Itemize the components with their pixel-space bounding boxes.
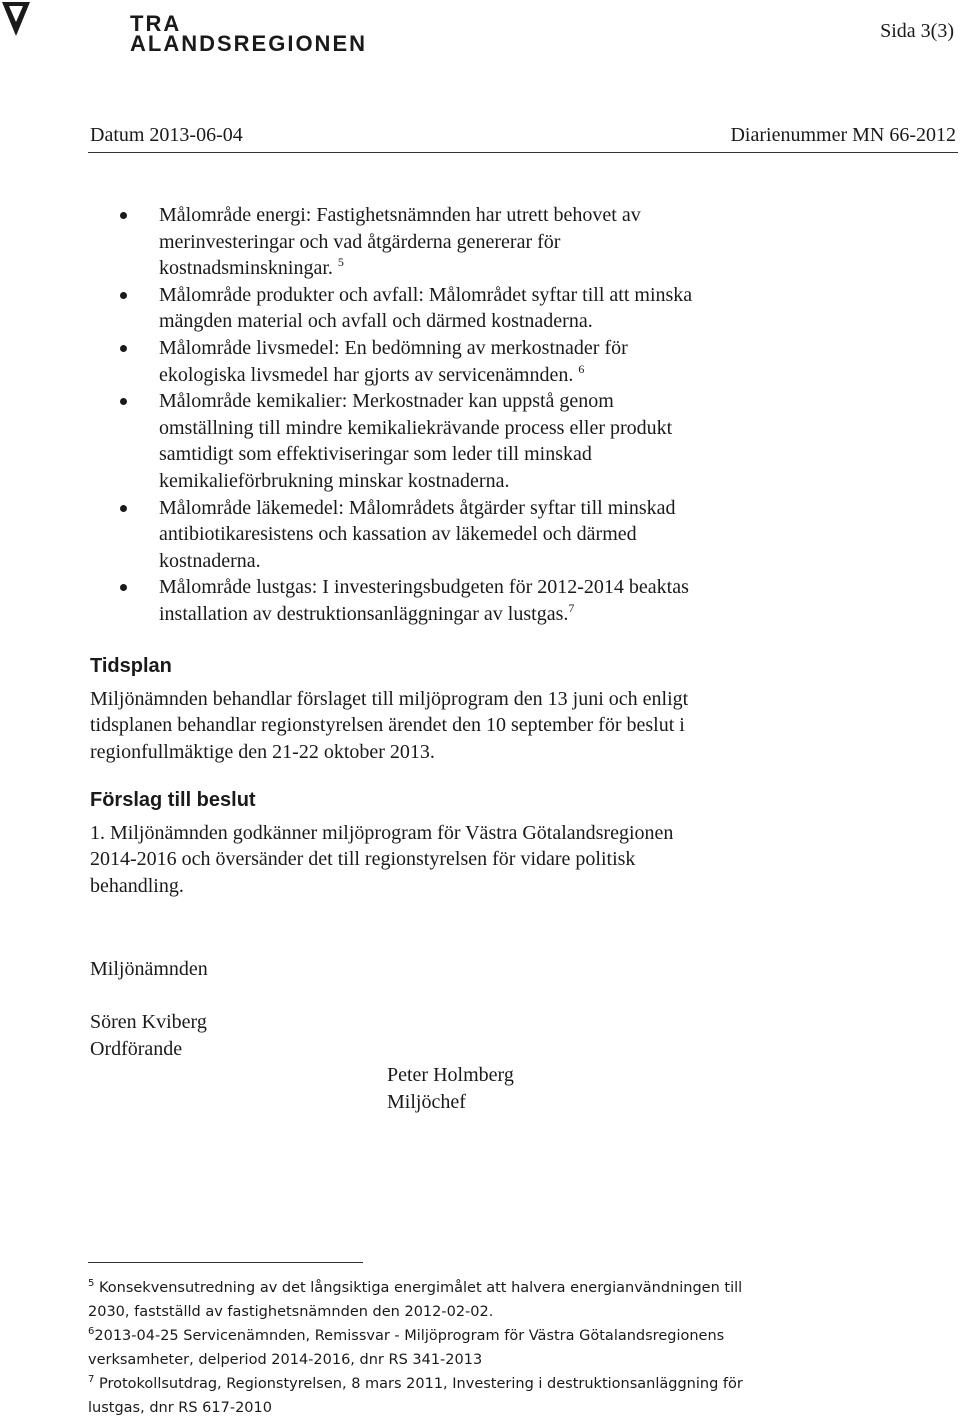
diarienummer: Diarienummer MN 66-2012: [730, 124, 956, 146]
tidsplan-text: Miljönämnden behandlar förslaget till miljöprogram den 13 juni och enligt tidsplanen behandlar regionstyrelsen ärendet den 10 september för beslut i regionfullmäktige den 21-22 oktober 2013.: [90, 688, 689, 763]
footnote-ref: 6: [578, 361, 585, 376]
logo-mark-icon: [0, 0, 40, 40]
list-item: Målområde energi: Fastighetsnämnden har utrett behovet av merinvesteringar och vad åtgärderna genererar för kostnadsminskningar. $^5$: [120, 202, 780, 282]
meta-row: [90, 124, 956, 147]
page-number: Sida 3(3): [880, 20, 954, 42]
footnote-divider: [88, 1262, 363, 1263]
signature-chair-title: Ordförande: [90, 1038, 183, 1060]
signature-body: Miljönämnden: [90, 958, 208, 980]
list-item: Målområde kemikalier: Merkostnader kan uppstå genom omställning till mindre kemikaliekrävande process eller produkt samtidigt som effektiviseringar som leder till minskad kemikalieförbrukning minskar kostnaderna.: [120, 388, 780, 494]
signature-chief-name: Peter Holmberg: [387, 1064, 514, 1086]
document-date: Datum 2013-06-04: [90, 124, 243, 146]
logo: [130, 11, 368, 56]
header-divider: [88, 152, 958, 153]
bullet-icon: [120, 212, 127, 219]
bullet-icon: [120, 292, 127, 299]
bullet-icon: [120, 345, 127, 352]
signature-chair-name: Sören Kviberg: [90, 1011, 207, 1033]
footnote: $^5$ Konsekvensutredning av det långsiktiga energimålet att halvera energianvändningen till 2030, fastställd av fastighetsnämnden den 2012-02-02.: [88, 1278, 743, 1320]
forslag-heading: Förslag till beslut: [90, 789, 256, 811]
footnote: $^6$2013-04-25 Servicenämnden, Remissvar - Miljöprogram för Västra Götalandsregionens verksamheter, delperiod 2014-2016, dnr RS 341-2013: [88, 1326, 725, 1368]
logo-line-2: ALANDSREGIONEN: [130, 31, 368, 56]
forslag-text: 1. Miljönämnden godkänner miljöprogram för Västra Götalandsregionen 2014-2016 och översänder det till regionstyrelsen för vidare politisk behandling.: [90, 822, 674, 897]
footnote: $^7$ Protokollsutdrag, Regionstyrelsen, 8 mars 2011, Investering i destruktionsanläggning för lustgas, dnr RS 617-2010: [88, 1374, 743, 1416]
list-item: Målområde lustgas: I investeringsbudgeten för 2012-2014 beaktas installation av destruktionsanläggningar av lustgas.$^7$: [120, 574, 780, 627]
list-item: Målområde produkter och avfall: Målområdet syftar till att minska mängden material och avfall och därmed kostnaderna.: [120, 282, 780, 335]
bullet-icon: [120, 584, 127, 591]
tidsplan-heading: Tidsplan: [90, 655, 172, 677]
footnotes: [88, 1276, 808, 1420]
footnote-ref: 7: [568, 600, 575, 615]
list-item: Målområde livsmedel: En bedömning av merkostnader för ekologiska livsmedel har gjorts av servicenämnden. $^6$: [120, 335, 780, 388]
signature-chief-title: Miljöchef: [387, 1091, 466, 1113]
list-item: Målområde läkemedel: Målområdets åtgärder syftar till minskad antibiotikaresistens och kassation av läkemedel och därmed kostnaderna.: [120, 495, 780, 575]
footnote-ref: 5: [337, 255, 344, 270]
bullet-icon: [120, 505, 127, 512]
logo-line-1: TRA: [130, 11, 182, 36]
goal-area-list: [120, 202, 780, 628]
bullet-icon: [120, 398, 127, 405]
